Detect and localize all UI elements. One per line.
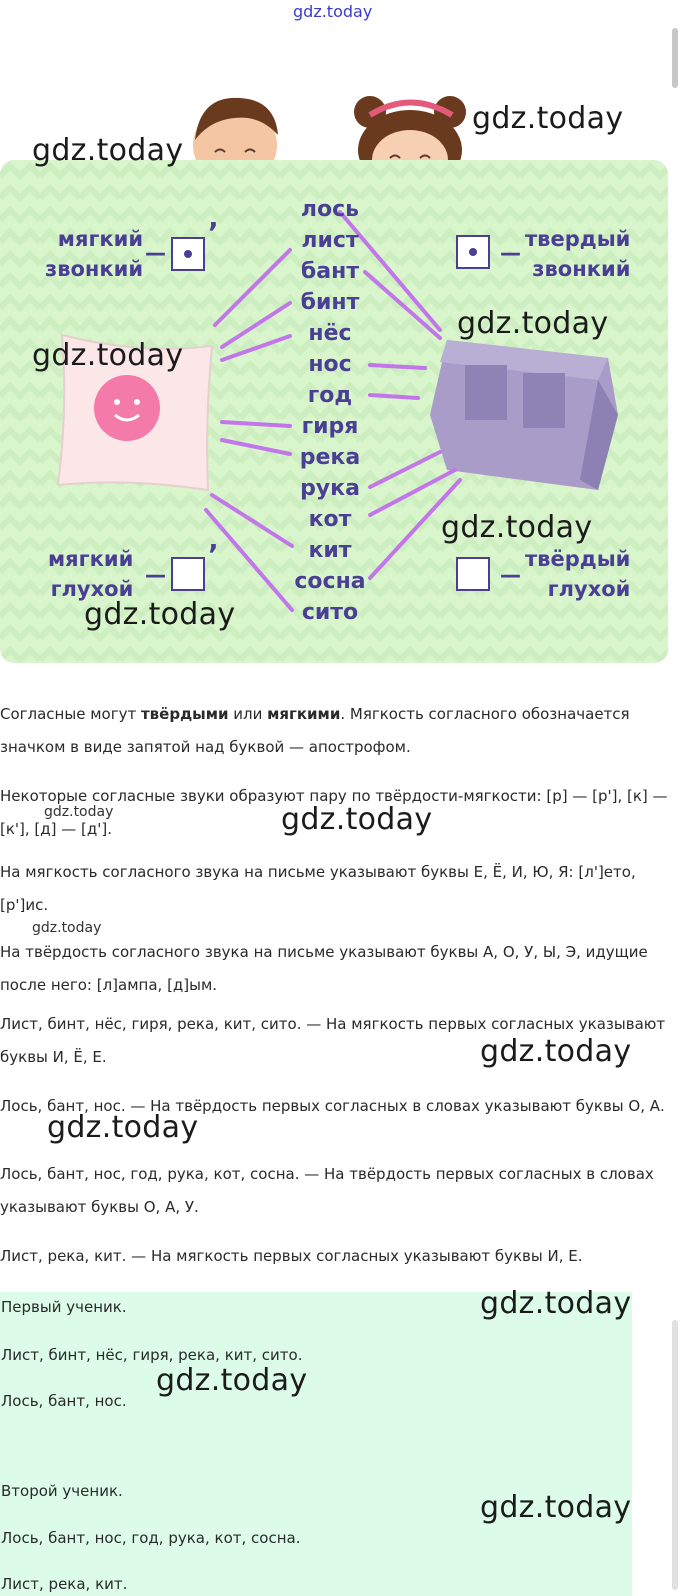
watermark: gdz.today <box>480 1034 632 1069</box>
bold-hard: твёрдыми <box>140 705 229 723</box>
watermark: gdz.today <box>47 1110 199 1145</box>
watermark: gdz.today <box>32 338 184 373</box>
watermark: gdz.today <box>84 597 236 632</box>
fig-word: рука <box>300 476 360 501</box>
legend-word: мягкий <box>57 227 144 251</box>
fig-word: река <box>299 445 361 470</box>
paragraph-answer-2: Лось, бант, нос. — На твёрдость первых согласных в словах указывают буквы О, А. <box>0 1097 665 1115</box>
watermark: gdz.today <box>472 101 624 136</box>
legend-word: твердый <box>525 227 631 251</box>
paragraph-answer-1: Лист, бинт, нёс, гиря, река, кит, сито. — На мягкость первых согласных указывают буквы И, Ё, Е. <box>0 1015 666 1066</box>
watermark: gdz.today <box>457 306 609 341</box>
scrollbar-thumb[interactable] <box>672 28 678 88</box>
paragraph-answer-3: Лось, бант, нос, год, рука, кот, сосна. — На твёрдость первых согласных в словах указывают буквы О, А, У. <box>0 1165 654 1216</box>
students-section <box>0 1292 632 1596</box>
second-student-label: Второй ученик. <box>1 1482 123 1500</box>
watermark: gdz.today <box>32 133 184 168</box>
legend-soft-voiced <box>45 224 143 284</box>
first-student-line: Лось, бант, нос. <box>1 1392 127 1410</box>
fig-word: бант <box>300 259 360 284</box>
legend-hard-voiced <box>525 224 630 284</box>
fig-word: гиря <box>301 414 359 439</box>
legend-dash: — <box>145 241 166 265</box>
second-student-line: Лось, бант, нос, год, рука, кот, сосна. <box>1 1529 301 1547</box>
legend-dash: — <box>500 241 521 265</box>
paragraph-pairs: Некоторые согласные звуки образуют пару по твёрдости-мягкости: [р] — [р'], [к] —[к'], [д] — [д']. <box>0 787 668 838</box>
legend-dash: — <box>500 563 521 587</box>
apostrophe-mark: ’ <box>208 216 219 249</box>
watermark: gdz.today <box>480 1490 632 1525</box>
watermark: gdz.today <box>480 1286 632 1321</box>
watermark-small: gdz.today <box>32 920 102 936</box>
fig-word: бинт <box>300 290 360 315</box>
fig-word: сито <box>301 600 359 625</box>
watermark: gdz.today <box>441 510 593 545</box>
text: Согласные могут <box>0 705 141 723</box>
children-illustration <box>190 90 490 170</box>
fig-word: лось <box>300 197 360 222</box>
legend-word: твёрдый <box>525 547 631 571</box>
legend-word: мягкий <box>48 547 134 571</box>
watermark: gdz.today <box>156 1363 308 1398</box>
legend-word: звонкий <box>45 257 144 281</box>
paragraph-consonants <box>0 698 676 764</box>
first-student-label: Первый ученик. <box>1 1298 127 1316</box>
legend-word: глухой <box>50 577 134 601</box>
text: или <box>228 705 268 723</box>
bold-soft: мягкими <box>267 705 341 723</box>
paragraph-hard-letters: На твёрдость согласного звука на письме указывают буквы А, О, У, Ы, Э, идущие после него: [л]ампа, [д]ым. <box>0 943 648 994</box>
fig-word: год <box>307 383 353 408</box>
legend-word: звонкий <box>532 257 631 281</box>
fig-word: нос <box>308 352 352 377</box>
fig-word: сосна <box>294 569 366 594</box>
watermark: gdz.today <box>281 802 433 837</box>
fig-word: кит <box>308 538 352 563</box>
paragraph-soft-letters: На мягкость согласного звука на письме указывают буквы Е, Ё, И, Ю, Я: [л']ето, [р']ис. <box>0 863 636 914</box>
paragraph-answer-4: Лист, река, кит. — На мягкость первых согласных указывают буквы И, Е. <box>0 1247 583 1265</box>
legend-soft-voiceless <box>48 544 133 604</box>
text: . Мягкость согласного обозначается значком в виде запятой над буквой — апострофом. <box>0 705 630 756</box>
scrollbar-track-lower <box>672 1320 678 1590</box>
legend-hard-voiceless <box>525 544 630 604</box>
watermark-top: gdz.today <box>293 2 373 21</box>
fig-word: кот <box>308 507 352 532</box>
first-student-line: Лист, бинт, нёс, гиря, река, кит, сито. <box>1 1346 303 1364</box>
fig-word: лист <box>301 228 359 253</box>
second-student-line: Лист, река, кит. <box>1 1575 128 1593</box>
legend-dash: — <box>145 563 166 587</box>
apostrophe-mark: ’ <box>208 538 219 571</box>
fig-word: нёс <box>308 321 352 346</box>
legend-word: глухой <box>547 577 631 601</box>
watermark-small: gdz.today <box>44 804 114 820</box>
